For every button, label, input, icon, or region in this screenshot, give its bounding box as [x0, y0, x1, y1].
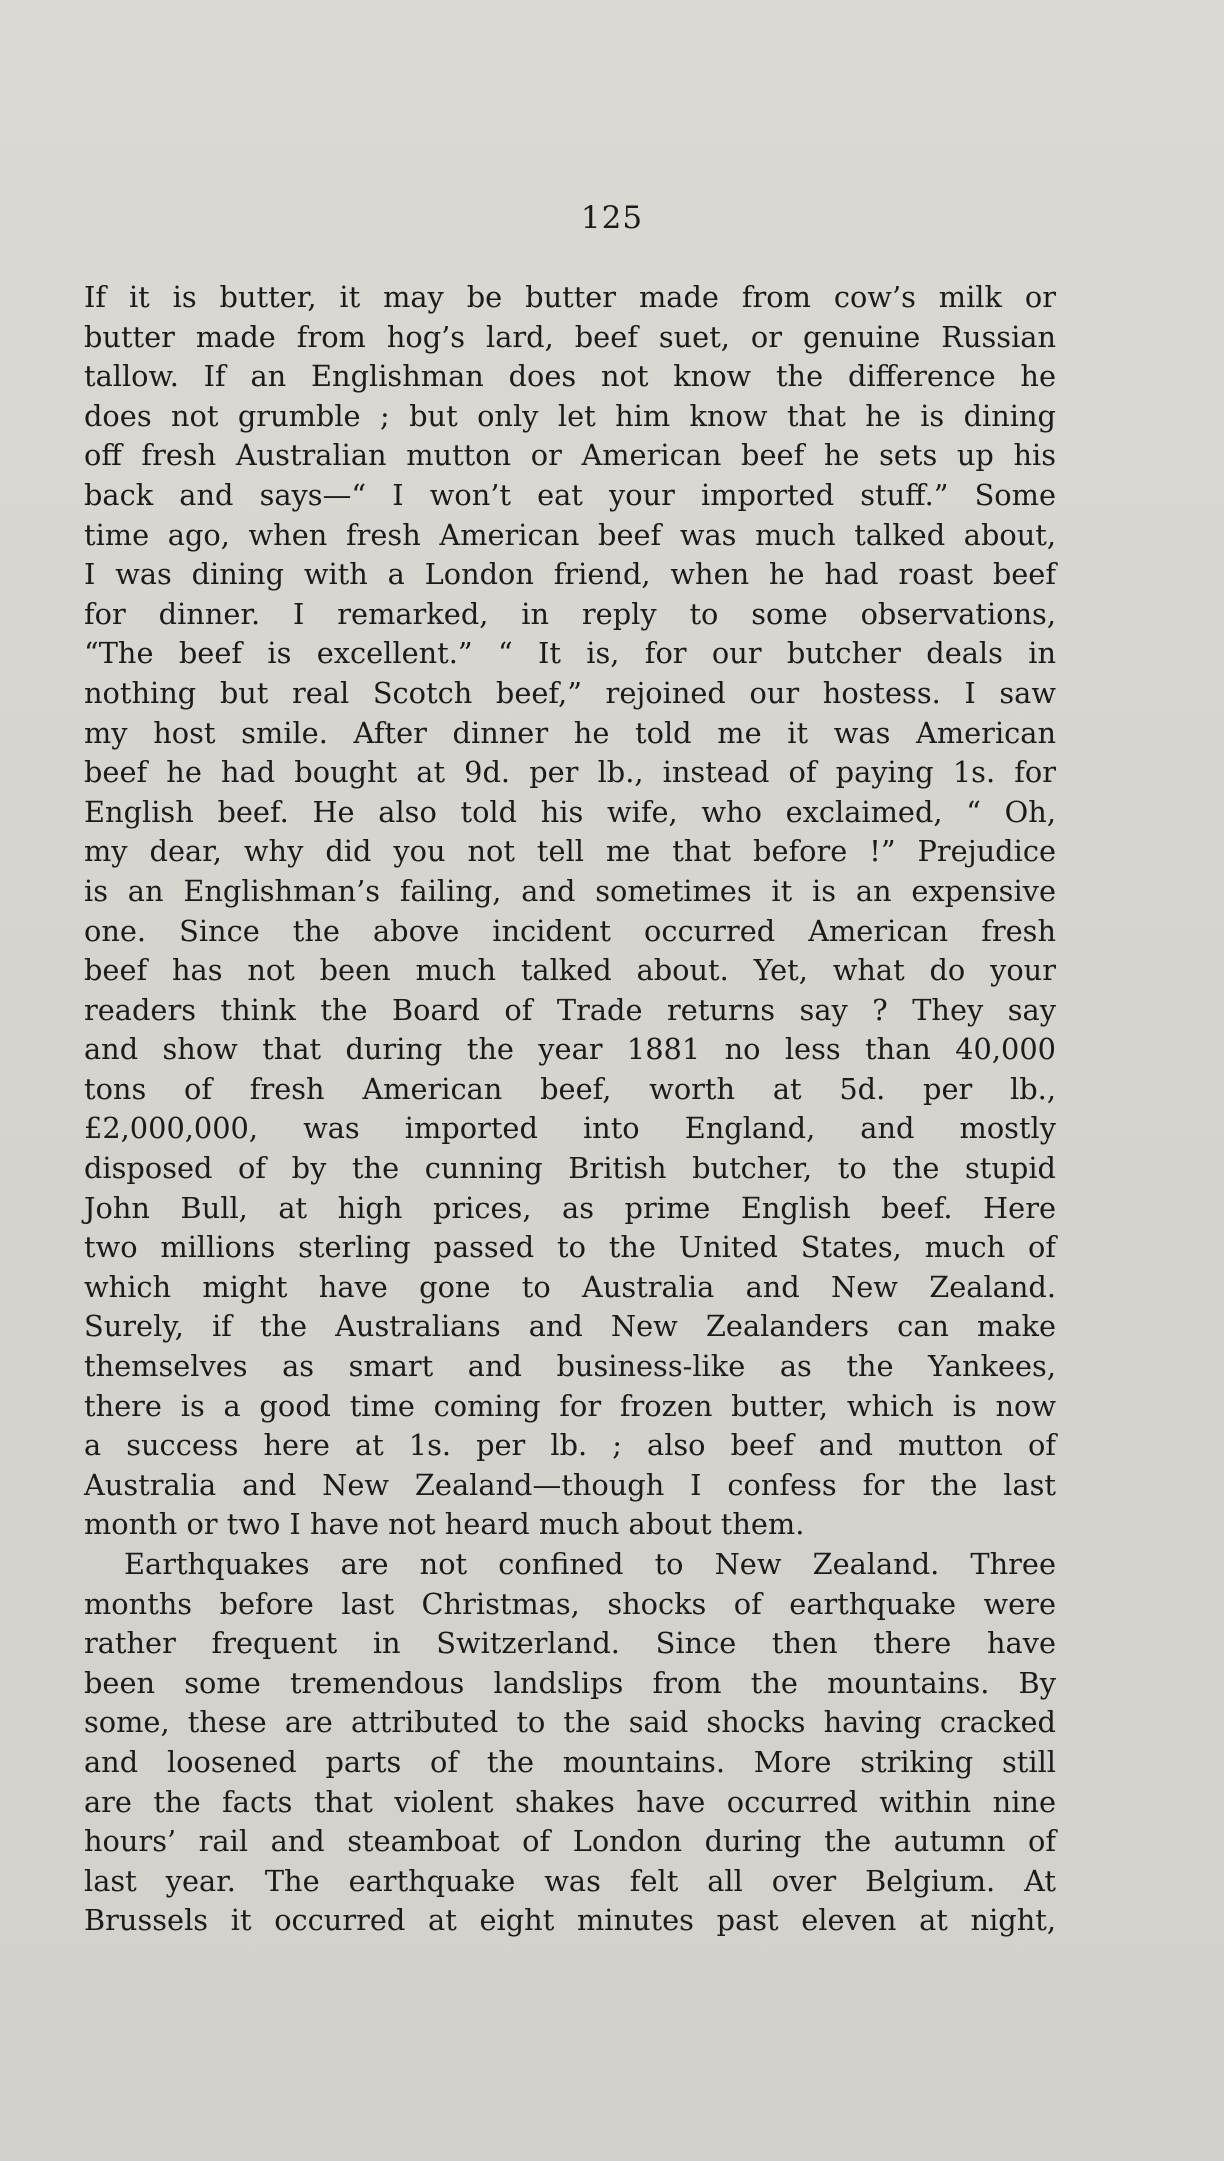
text-line: Surely, if the Australians and New Zealanders can make — [84, 1309, 1056, 1344]
text-line: butter made from hog’s lard, beef suet, or genuine Russian — [84, 319, 1056, 354]
text-line: and show that during the year 1881 no less than 40,000 — [84, 1032, 1056, 1067]
text-line: Australia and New Zealand—though I confess for the last — [84, 1467, 1056, 1502]
text-line: my host smile. After dinner he told me it was American — [84, 715, 1056, 750]
text-line: John Bull, at high prices, as prime English beef. Here — [84, 1190, 1056, 1225]
text-line: does not grumble ; but only let him know that he is dining — [84, 398, 1056, 433]
text-line: been some tremendous landslips from the mountains. By — [84, 1665, 1056, 1700]
paragraph-end-line: month or two I have not heard much about them. — [84, 1507, 805, 1542]
text-line: tallow. If an Englishman does not know the difference he — [84, 359, 1056, 394]
text-line: a success here at 1s. per lb. ; also beef and mutton of — [84, 1428, 1056, 1463]
text-line: If it is butter, it may be butter made from cow’s milk or — [84, 280, 1056, 314]
text-line: Brussels it occurred at eight minutes past eleven at night, — [84, 1903, 1056, 1938]
text-line: nothing but real Scotch beef,” rejoined our hostess. I saw — [84, 675, 1056, 710]
text-line: which might have gone to Australia and New Zealand. — [84, 1269, 1056, 1304]
text-line: one. Since the above incident occurred American fresh — [84, 913, 1056, 948]
text-line: for dinner. I remarked, in reply to some observations, — [84, 596, 1056, 631]
text-line: £2,000,000, was imported into England, and mostly — [84, 1111, 1056, 1146]
text-line: readers think the Board of Trade returns say ? They say — [84, 992, 1056, 1027]
text-line: “The beef is excellent.” “ It is, for our butcher deals in — [84, 636, 1056, 671]
paragraph-start-line: Earthquakes are not confined to New Zealand. Three — [124, 1547, 1056, 1581]
body-text — [84, 278, 1056, 1941]
text-line: there is a good time coming for frozen butter, which is now — [84, 1388, 1056, 1423]
text-line: my dear, why did you not tell me that before !” Prejudice — [84, 834, 1056, 869]
text-line: English beef. He also told his wife, who exclaimed, “ Oh, — [84, 794, 1056, 829]
text-line: and loosened parts of the mountains. More striking still — [84, 1744, 1056, 1779]
text-line: time ago, when fresh American beef was much talked about, — [84, 517, 1056, 552]
text-line: off fresh Australian mutton or American beef he sets up his — [84, 438, 1056, 473]
text-line: months before last Christmas, shocks of earthquake were — [84, 1586, 1056, 1621]
text-line: I was dining with a London friend, when he had roast beef — [84, 557, 1056, 592]
text-line: disposed of by the cunning British butcher, to the stupid — [84, 1151, 1056, 1186]
text-line: two millions sterling passed to the United States, much of — [84, 1230, 1056, 1265]
text-line: themselves as smart and business-like as the Yankees, — [84, 1349, 1056, 1384]
text-line: some, these are attributed to the said shocks having cracked — [84, 1705, 1056, 1740]
text-line: beef has not been much talked about. Yet, what do your — [84, 953, 1056, 988]
text-line: hours’ rail and steamboat of London during the autumn of — [84, 1824, 1056, 1859]
page-number: 125 — [580, 200, 644, 236]
text-line: tons of fresh American beef, worth at 5d. per lb., — [84, 1071, 1056, 1106]
text-line: is an Englishman’s failing, and sometimes it is an expensive — [84, 873, 1056, 908]
text-line: are the facts that violent shakes have occurred within nine — [84, 1784, 1056, 1819]
text-line: beef he had bought at 9d. per lb., instead of paying 1s. for — [84, 755, 1056, 790]
text-line: back and says—“ I won’t eat your imported stuff.” Some — [84, 477, 1056, 512]
text-line: rather frequent in Switzerland. Since then there have — [84, 1626, 1056, 1661]
text-line: last year. The earthquake was felt all over Belgium. At — [84, 1863, 1056, 1898]
